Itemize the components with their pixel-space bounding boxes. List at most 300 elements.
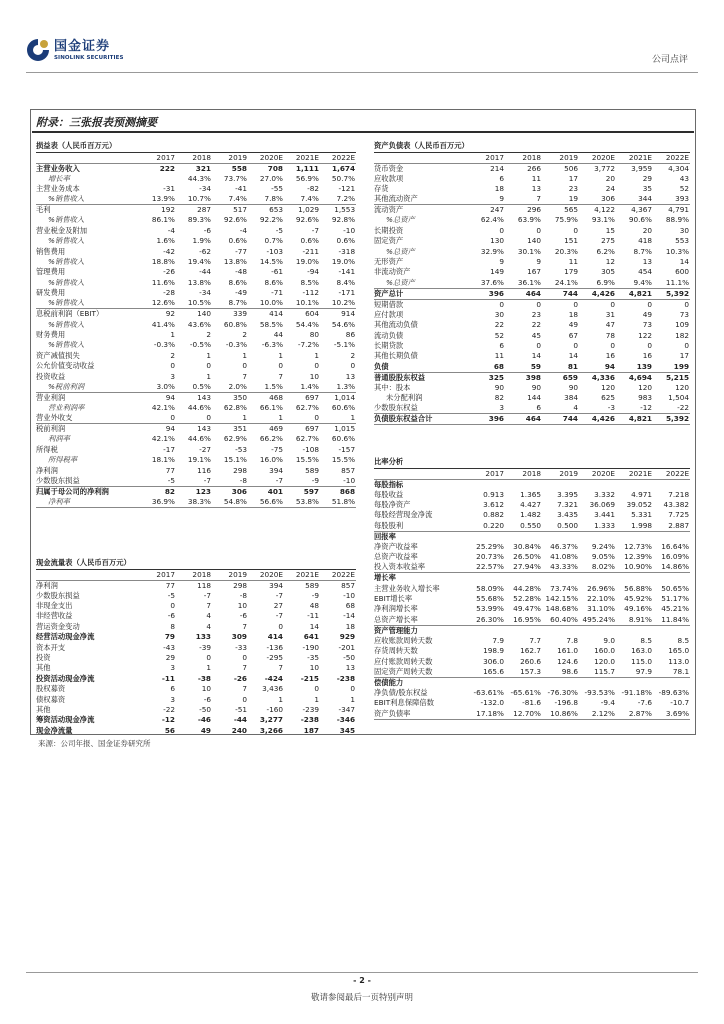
- row-label: 税前利润: [36, 424, 66, 434]
- table-row: [374, 510, 690, 520]
- row-label: 营业税金及附加: [36, 225, 88, 235]
- row-value: 2: [206, 329, 211, 339]
- table-row: [36, 382, 356, 393]
- page-header: [26, 38, 698, 72]
- row-value: 165.0: [668, 646, 690, 656]
- table-title: 资产负债表（人民币百万元）: [374, 140, 690, 152]
- row-label: 投入资本收益率: [374, 562, 468, 573]
- row-value: 52: [679, 184, 690, 194]
- row-value: 1,504: [668, 393, 690, 403]
- year-header: 2017: [140, 152, 176, 163]
- row-value: 464: [505, 414, 542, 425]
- row-value: 306.0: [483, 656, 504, 666]
- row-value: 7.4%: [284, 194, 320, 205]
- row-value: 160.0: [594, 646, 615, 656]
- row-value: 44.3%: [187, 173, 211, 183]
- row-label: 普通股股东权益: [374, 372, 426, 382]
- row-value: 0.5%: [176, 382, 212, 393]
- table-title-row: [36, 557, 356, 569]
- table-row: [36, 174, 356, 184]
- row-value: 26.30%: [468, 615, 505, 626]
- table-row: [374, 174, 690, 184]
- row-value: 10: [237, 601, 247, 611]
- disclaimer-note: 敬请参阅最后一页特别声明: [310, 993, 413, 1003]
- row-value: 306: [231, 486, 247, 496]
- row-value: 697: [305, 392, 319, 402]
- row-value: 26.50%: [513, 552, 541, 562]
- source-note: 来源：公司年报、国金证券研究所: [38, 739, 151, 748]
- row-value: 50.7%: [331, 173, 356, 183]
- row-value: [616, 573, 653, 584]
- row-value: -7: [311, 225, 319, 235]
- row-value: [542, 479, 579, 490]
- row-value: 495.24%: [579, 615, 616, 626]
- row-value: 983: [638, 393, 652, 403]
- table-row: [374, 330, 690, 340]
- row-value: 4,821: [616, 288, 653, 299]
- row-value: 50.65%: [661, 583, 690, 593]
- row-label: 每股经营现金净流: [374, 510, 433, 520]
- row-value: 51.17%: [661, 594, 690, 604]
- row-label: 所得税: [36, 444, 58, 454]
- row-value: 3.69%: [653, 709, 690, 720]
- year-header: 2017: [468, 468, 505, 479]
- row-value: 8.5: [677, 635, 690, 645]
- table-row: [36, 226, 356, 236]
- table-row: [374, 320, 690, 330]
- table-row: [36, 319, 356, 329]
- table-row: [374, 562, 690, 573]
- row-value: 54.8%: [212, 497, 248, 508]
- row-value: 2: [350, 350, 356, 360]
- row-value: 43.33%: [542, 562, 579, 573]
- row-value: -4: [239, 225, 247, 235]
- row-value: 9.4%: [616, 278, 653, 289]
- row-value: 60.8%: [223, 319, 247, 329]
- row-value: 414: [269, 309, 283, 319]
- row-value: 19.0%: [295, 257, 319, 267]
- row-value: 192: [161, 205, 175, 215]
- row-value: 78.1: [653, 667, 690, 678]
- row-value: 1: [320, 413, 356, 424]
- row-value: 14.5%: [259, 257, 283, 267]
- table-row: [36, 288, 356, 298]
- row-value: 73.7%: [223, 173, 247, 183]
- row-value: [653, 531, 690, 542]
- row-value: [468, 479, 505, 490]
- row-value: 30: [494, 309, 504, 319]
- row-value: 0: [647, 299, 652, 309]
- row-value: 468: [269, 392, 283, 402]
- row-value: 914: [341, 309, 356, 319]
- row-value: 0.882: [483, 510, 504, 520]
- row-value: -6.3%: [261, 340, 283, 350]
- row-value: 321: [195, 163, 211, 173]
- row-value: 553: [675, 236, 690, 246]
- row-value: 38.3%: [176, 497, 212, 508]
- row-value: 309: [231, 632, 247, 642]
- table-row: [374, 299, 690, 310]
- row-value: -239: [302, 704, 319, 714]
- row-label: 息税前利润（EBIT）: [36, 309, 104, 319]
- row-value: 0: [499, 299, 504, 309]
- table-row: [374, 403, 690, 414]
- row-value: 16.09%: [661, 552, 690, 562]
- row-label: 其他: [36, 663, 51, 673]
- row-value: -238: [336, 673, 356, 683]
- row-value: 1: [212, 413, 248, 424]
- row-label: 长期贷款: [374, 340, 404, 350]
- row-label: 无形资产: [374, 257, 404, 267]
- row-value: [505, 677, 542, 688]
- row-value: 1: [278, 694, 283, 704]
- row-value: -34: [199, 184, 211, 194]
- row-value: 44.6%: [187, 434, 211, 444]
- row-value: [653, 479, 690, 490]
- row-value: 398: [525, 372, 541, 382]
- row-value: 0: [278, 361, 283, 371]
- row-value: -0.3%: [153, 340, 175, 350]
- row-value: 222: [159, 163, 175, 173]
- row-value: 3,277: [259, 715, 283, 725]
- row-value: 659: [562, 372, 578, 382]
- row-label: 非经营收益: [36, 611, 73, 621]
- row-value: -10: [343, 225, 356, 235]
- row-value: -43: [163, 642, 175, 652]
- row-value: 0.6%: [228, 236, 247, 246]
- row-value: 68: [345, 601, 356, 611]
- table-row: [374, 236, 690, 246]
- table-row: [374, 226, 690, 236]
- row-value: -93.53%: [584, 687, 615, 697]
- row-value: -9: [284, 476, 320, 487]
- row-value: 41.4%: [151, 319, 175, 329]
- row-value: 0.550: [505, 521, 542, 532]
- table-row: [36, 715, 356, 725]
- row-value: 266: [527, 163, 541, 173]
- row-value: -7: [275, 611, 283, 621]
- year-header: 2020E: [248, 569, 284, 580]
- row-value: 5,392: [653, 414, 690, 425]
- row-value: 7: [505, 194, 542, 205]
- row-value: 0.220: [468, 521, 505, 532]
- row-value: 0: [170, 361, 175, 371]
- row-value: 32.9%: [480, 246, 504, 256]
- row-value: -7.6: [637, 698, 652, 708]
- row-value: 73: [642, 320, 652, 330]
- row-value: 62.7%: [295, 402, 319, 412]
- row-value: 325: [488, 372, 504, 382]
- row-value: -76.30%: [547, 687, 578, 697]
- row-value: -5: [167, 590, 175, 600]
- row-value: 9.0: [603, 635, 615, 645]
- row-value: -17: [163, 444, 175, 454]
- row-value: 45: [531, 330, 541, 340]
- row-value: 144: [527, 393, 541, 403]
- row-value: 0: [314, 361, 319, 371]
- row-value: 140: [527, 236, 541, 246]
- year-header-blank: [36, 152, 140, 163]
- row-value: 597: [303, 486, 319, 496]
- row-value: 4,426: [579, 288, 616, 299]
- table-row: [374, 542, 690, 552]
- row-label: 资产管理能力: [374, 625, 418, 635]
- row-label: 存货: [374, 184, 389, 194]
- row-label: 投资: [36, 653, 51, 663]
- row-value: 11: [494, 351, 504, 361]
- row-label: 资产负债率: [374, 709, 468, 720]
- row-value: 182: [675, 330, 690, 340]
- row-value: 5,215: [665, 372, 690, 382]
- table-row: [36, 694, 356, 704]
- row-value: -295: [266, 653, 283, 663]
- row-value: 5.331: [631, 510, 652, 520]
- row-value: 140: [197, 309, 211, 319]
- row-value: 14: [531, 351, 541, 361]
- row-value: -318: [338, 246, 356, 256]
- row-value: 49: [642, 309, 652, 319]
- table-row: [374, 490, 690, 500]
- table-row: [36, 371, 356, 381]
- row-value: 3.332: [594, 489, 615, 499]
- row-label: %销售收入: [36, 298, 140, 309]
- row-value: 44.6%: [187, 402, 211, 412]
- row-value: 11.1%: [653, 278, 690, 289]
- row-label: %税前利润: [36, 382, 140, 393]
- row-value: 30.84%: [513, 541, 541, 551]
- row-value: 16: [642, 351, 652, 361]
- row-value: 22: [531, 320, 541, 330]
- row-value: [653, 625, 690, 636]
- row-value: 26.96%: [587, 583, 615, 593]
- row-value: -10: [320, 476, 356, 487]
- table-row: [374, 500, 690, 510]
- table-row: [374, 163, 690, 174]
- row-value: 20.73%: [476, 552, 504, 562]
- row-value: -94: [307, 267, 319, 277]
- row-label: 营业利润率: [48, 402, 85, 412]
- row-label: 流动负债: [374, 330, 404, 340]
- table-row: [36, 465, 356, 475]
- row-value: 30: [679, 225, 690, 235]
- row-value: 8: [170, 621, 175, 631]
- row-value: 29: [165, 653, 175, 663]
- row-value: 1.9%: [192, 236, 211, 246]
- row-value: 90: [568, 382, 578, 392]
- table-row: [36, 705, 356, 715]
- row-value: 3,772: [594, 163, 615, 173]
- row-value: 46.37%: [550, 541, 578, 551]
- row-value: 56: [164, 725, 175, 735]
- row-value: 394: [269, 580, 283, 590]
- row-value: -132.0: [480, 698, 504, 708]
- table-row: [374, 636, 690, 646]
- row-label: EBIT增长率: [374, 594, 413, 604]
- row-value: 1,111: [295, 163, 319, 173]
- table-row: [36, 340, 356, 350]
- table-row: [374, 709, 690, 720]
- year-header: 2019: [212, 569, 248, 580]
- year-header: 2022E: [653, 152, 690, 163]
- row-value: 92.2%: [259, 215, 283, 225]
- table-row: [36, 236, 356, 246]
- table-title: 损益表（人民币百万元）: [36, 140, 356, 152]
- row-value: -171: [338, 288, 356, 298]
- row-value: 39.052: [626, 500, 652, 510]
- row-value: 49: [568, 320, 578, 330]
- row-value: 1.4%: [284, 382, 320, 393]
- table-row: [374, 688, 690, 698]
- row-value: 62.9%: [223, 434, 247, 444]
- row-value: 1,015: [334, 424, 356, 434]
- row-value: 3.441: [594, 510, 615, 520]
- row-label: 股权募资: [36, 684, 66, 694]
- row-value: 1: [242, 350, 247, 360]
- row-value: 18.8%: [151, 257, 175, 267]
- row-value: -27: [199, 444, 211, 454]
- row-value: [579, 531, 616, 542]
- row-value: 133: [195, 632, 211, 642]
- table-row: [36, 622, 356, 632]
- table-row: [374, 278, 690, 289]
- year-header: 2017: [468, 152, 505, 163]
- row-value: 18: [494, 184, 504, 194]
- row-value: 3.0%: [140, 382, 176, 393]
- row-value: 199: [653, 362, 690, 373]
- row-label: 投资活动现金净流: [36, 673, 95, 683]
- row-value: 464: [505, 288, 542, 299]
- row-value: 120: [601, 382, 615, 392]
- row-value: 1: [278, 350, 283, 360]
- row-value: 9: [536, 257, 541, 267]
- row-value: 63.9%: [517, 215, 541, 225]
- row-value: 55.68%: [476, 594, 504, 604]
- row-value: 4,426: [579, 414, 616, 425]
- row-value: 12: [605, 257, 615, 267]
- row-value: 66.2%: [259, 434, 283, 444]
- row-value: 1,553: [334, 205, 356, 215]
- row-value: 75.9%: [554, 215, 578, 225]
- row-value: 62.8%: [223, 402, 247, 412]
- row-value: 36.069: [589, 500, 615, 510]
- row-value: 14: [679, 257, 690, 267]
- row-value: 56.6%: [248, 497, 284, 508]
- income-statement-table: [36, 140, 356, 508]
- row-value: 6.9%: [579, 278, 616, 289]
- row-label: 每股指标: [374, 479, 404, 489]
- row-label: 主营业务成本: [36, 184, 80, 194]
- row-label: 应收款项: [374, 173, 404, 183]
- row-value: 8.91%: [616, 615, 653, 626]
- table-row: [374, 594, 690, 604]
- year-header: 2021E: [616, 152, 653, 163]
- row-value: -7.2%: [297, 340, 319, 350]
- row-value: 157.3: [505, 667, 542, 678]
- row-value: -63.61%: [473, 687, 504, 697]
- row-value: 298: [233, 580, 247, 590]
- row-value: 0.913: [483, 489, 504, 499]
- row-value: 48: [309, 601, 319, 611]
- table-row: [374, 310, 690, 320]
- row-value: -55: [271, 184, 283, 194]
- header-divider: [26, 72, 698, 73]
- row-label: 资产总计: [374, 288, 468, 299]
- row-value: 8.5: [640, 635, 652, 645]
- row-value: 54.4%: [295, 319, 319, 329]
- row-value: -157: [338, 444, 356, 454]
- appendix-divider: [32, 131, 694, 133]
- row-value: 92.8%: [331, 215, 356, 225]
- row-label: 净利润: [36, 580, 58, 590]
- company-name-en: SINOLINK SECURITIES: [54, 54, 124, 61]
- row-value: 35: [642, 184, 652, 194]
- table-row: [374, 215, 690, 225]
- row-value: 0.6%: [300, 236, 319, 246]
- row-value: -49: [235, 288, 247, 298]
- year-header: 2021E: [616, 468, 653, 479]
- ratio-analysis-table: [374, 456, 690, 720]
- row-value: [468, 573, 505, 584]
- row-value: 198.9: [483, 646, 504, 656]
- row-value: 1.333: [579, 521, 616, 532]
- row-value: -34: [199, 288, 211, 298]
- row-label: 非现金支出: [36, 601, 73, 611]
- row-value: [468, 677, 505, 688]
- row-value: 275: [601, 236, 615, 246]
- table-row: [374, 615, 690, 626]
- row-value: 247: [490, 205, 504, 215]
- row-value: 4,791: [668, 205, 690, 215]
- table-row: [374, 625, 690, 636]
- row-value: 24: [605, 184, 615, 194]
- row-value: -26: [233, 673, 247, 683]
- row-value: -7: [275, 590, 283, 600]
- year-header-row: [36, 569, 356, 580]
- table-row: [374, 341, 690, 351]
- row-value: 4,821: [616, 414, 653, 425]
- row-value: 260.6: [520, 656, 541, 666]
- row-label: 少数股东权益: [374, 403, 468, 414]
- table-row: [36, 445, 356, 455]
- year-header: 2018: [505, 468, 542, 479]
- table-row: [374, 393, 690, 403]
- row-value: 5,392: [653, 288, 690, 299]
- row-value: [505, 531, 542, 542]
- row-value: 90.6%: [628, 215, 652, 225]
- balance-sheet-table: [374, 140, 690, 425]
- row-value: 10.7%: [176, 194, 212, 205]
- row-label: 筹资活动现金净流: [36, 715, 95, 725]
- row-value: 344: [616, 194, 653, 205]
- row-value: -5: [275, 225, 283, 235]
- row-value: 113.0: [668, 656, 690, 666]
- table-row: [36, 642, 356, 652]
- year-header: 2020E: [579, 152, 616, 163]
- row-value: 7.8: [566, 635, 578, 645]
- row-value: [616, 531, 653, 542]
- row-value: 44: [273, 329, 283, 339]
- table-row: [374, 205, 690, 216]
- row-label: 固定资产: [374, 236, 404, 246]
- company-logo: [26, 38, 124, 62]
- year-header-blank: [374, 152, 468, 163]
- row-value: [505, 625, 542, 636]
- row-value: 120.0: [594, 656, 615, 666]
- row-value: -141: [338, 267, 356, 277]
- row-value: 394: [269, 465, 283, 475]
- row-label: %销售收入: [48, 257, 85, 267]
- row-label: 应收账款周转天数: [374, 635, 433, 645]
